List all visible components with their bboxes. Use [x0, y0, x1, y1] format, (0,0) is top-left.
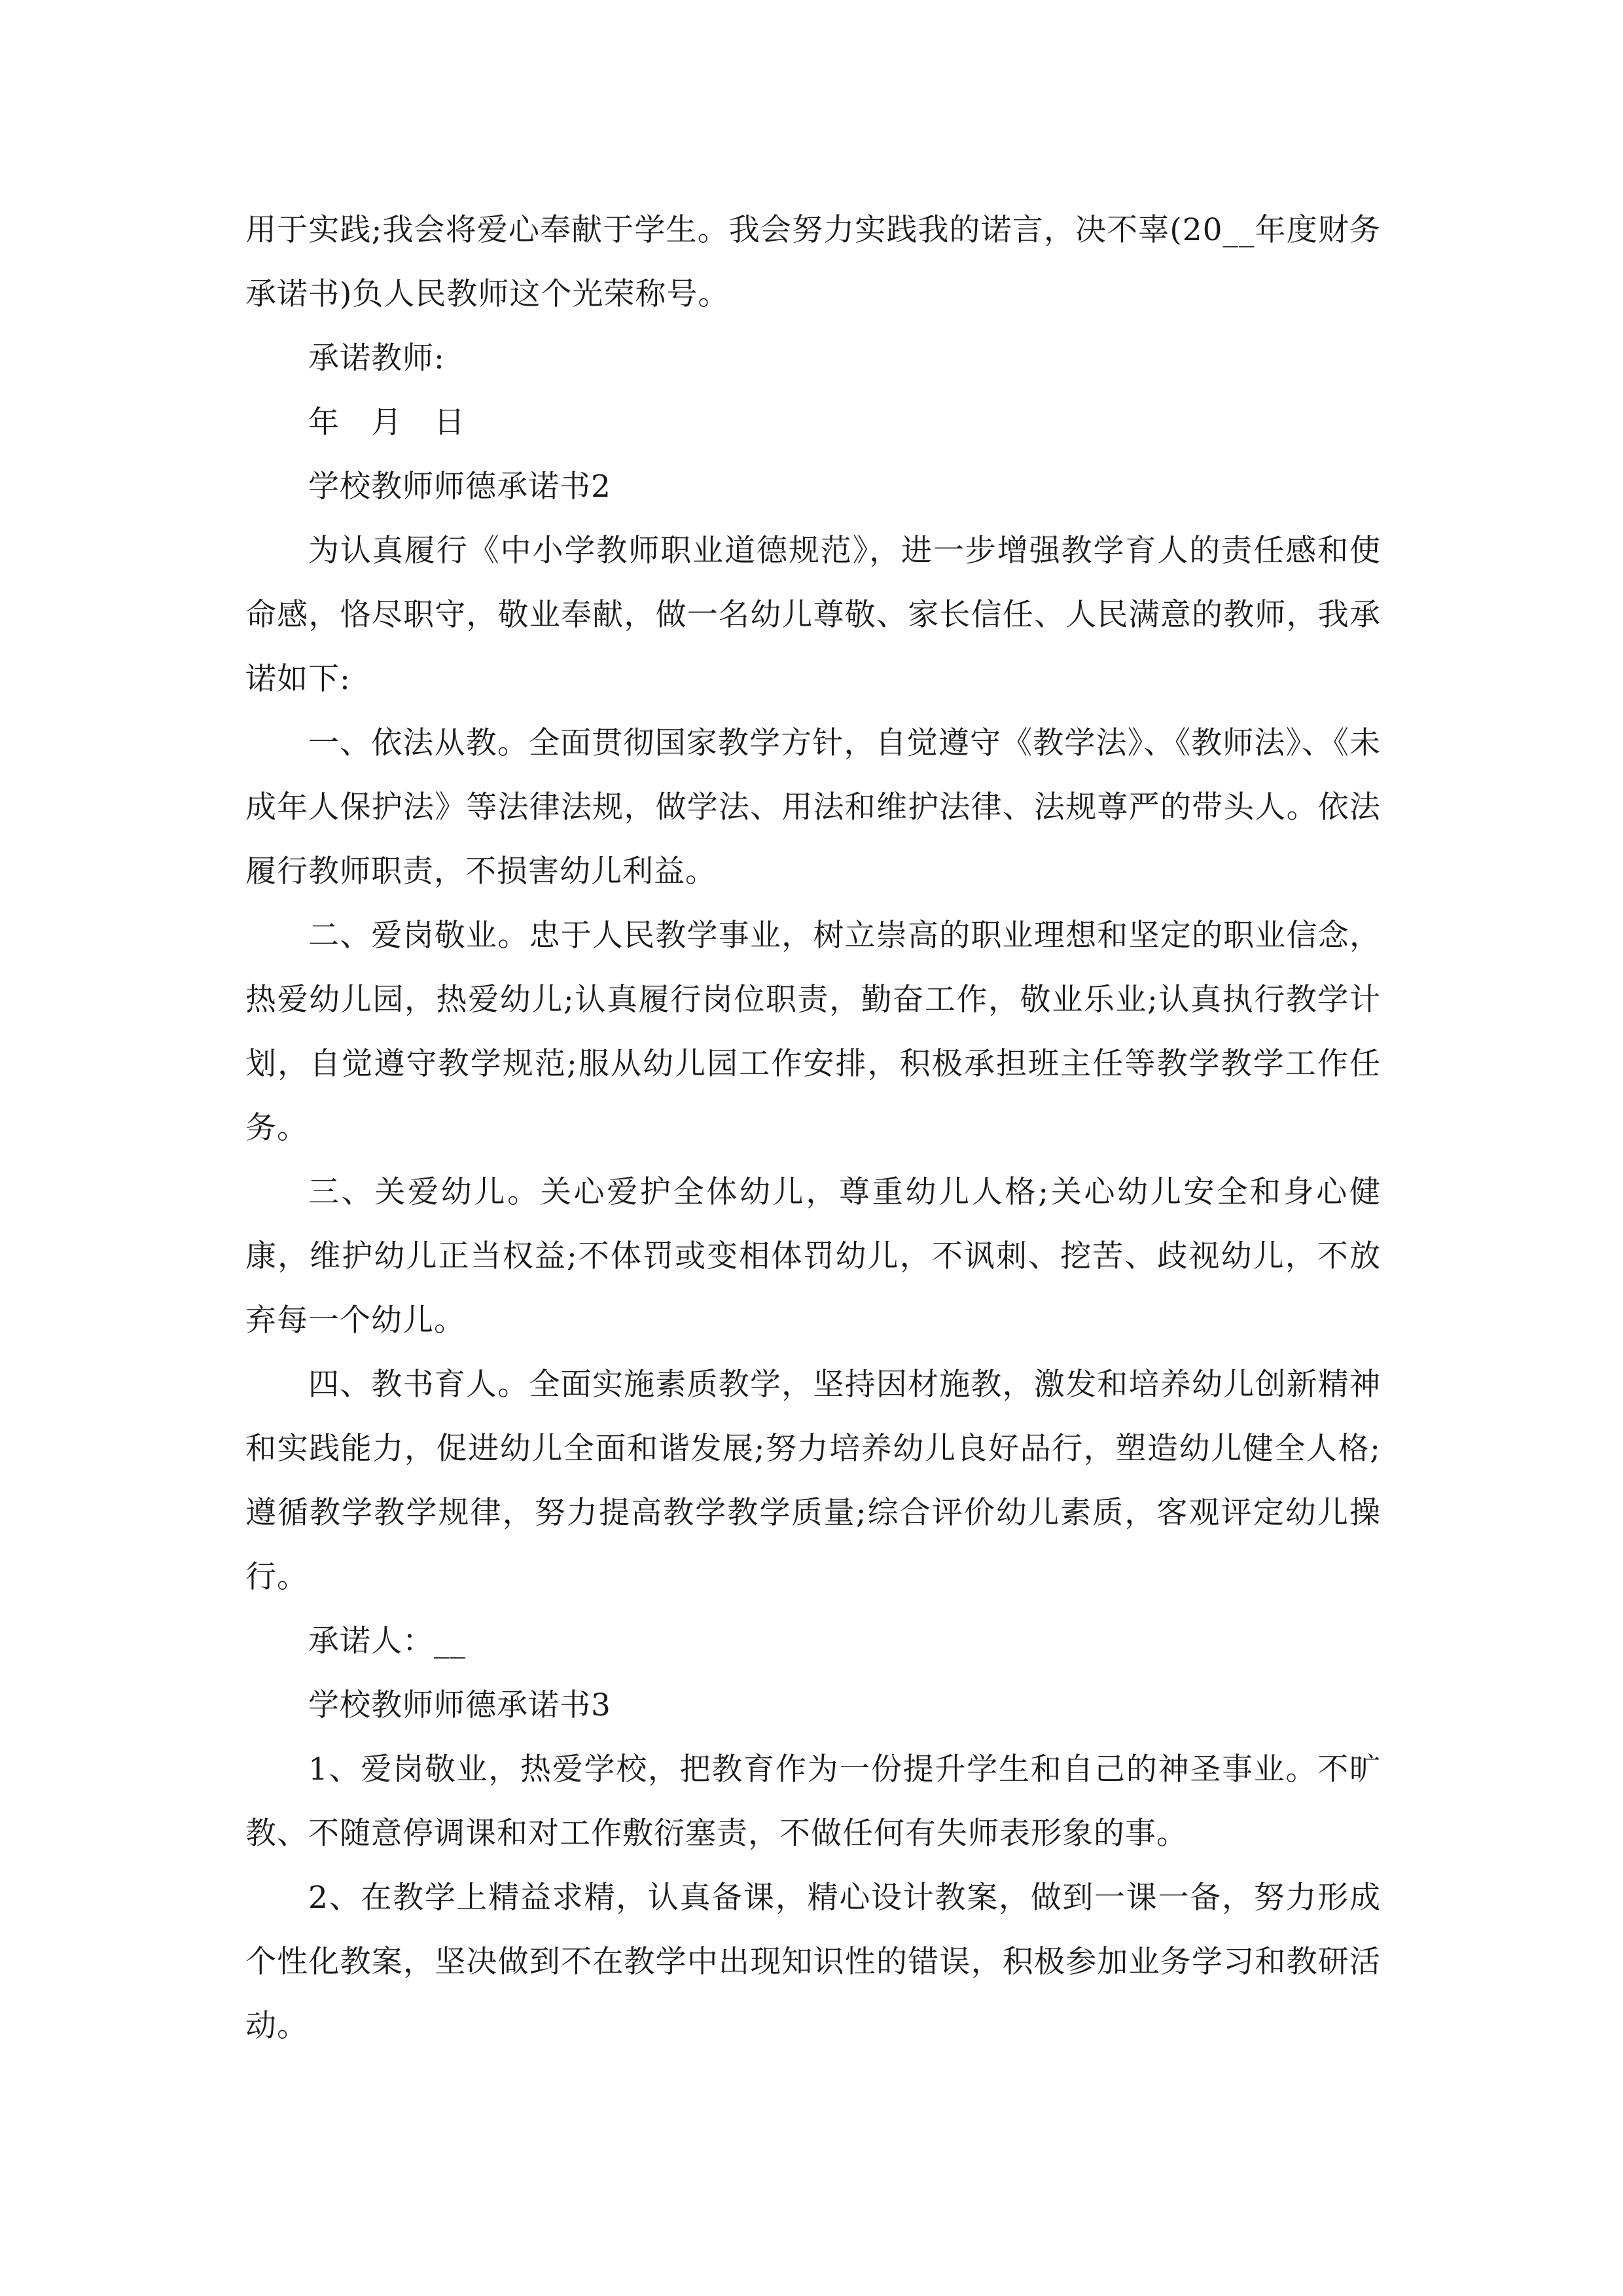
paragraph-intro: 为认真履行《中小学教师职业道德规范》，进一步增强教学育人的责任感和使命感，恪尽职守，敬业奉献，做一名幼儿尊敬、家长信任、人民满意的教师，我承诺如下: — [245, 533, 1381, 697]
section-title-3: 学校教师师德承诺书3 — [308, 1687, 611, 1723]
date-line: 年 月 日 — [308, 404, 465, 440]
paragraph-point-1: 1、爱岗敬业，热爱学校，把教育作为一份提升学生和自己的神圣事业。不旷教、不随意停调课和对工作敷衍塞责，不做任何有失师表形象的事。 — [245, 1751, 1381, 1852]
paragraph-item-1: 一、依法从教。全面贯彻国家教学方针，自觉遵守《教学法》、《教师法》、《未成年人保护法》等法律法规，做学法、用法和维护法律、法规尊严的带头人。依法履行教师职责，不损害幼儿利益。 — [245, 725, 1381, 889]
paragraph-item-2: 二、爱岗敬业。忠于人民教学事业，树立崇高的职业理想和坚定的职业信念，热爱幼儿园，热爱幼儿;认真履行岗位职责，勤奋工作，敬业乐业;认真执行教学计划，自觉遵守教学规范;服从幼儿园工作安排，积极承担班主任等教学教学工作任务。 — [245, 918, 1381, 1146]
paragraph-item-4: 四、教书育人。全面实施素质教学，坚持因材施教，激发和培养幼儿创新精神和实践能力，促进幼儿全面和谐发展;努力培养幼儿良好品行，塑造幼儿健全人格;遵循教学教学规律，努力提高教学教学质量;综合评价幼儿素质，客观评定幼儿操行。 — [245, 1367, 1381, 1595]
paragraph-continuation: 用于实践;我会将爱心奉献于学生。我会努力实践我的诺言，决不辜(20__年度财务承诺书)负人民教师这个光荣称号。 — [245, 212, 1381, 312]
signature-teacher-label: 承诺教师: — [308, 340, 445, 376]
document-body — [245, 198, 1381, 2058]
paragraph-item-3: 三、关爱幼儿。关心爱护全体幼儿，尊重幼儿人格;关心幼儿安全和身心健康，维护幼儿正当权益;不体罚或变相体罚幼儿，不讽刺、挖苦、歧视幼儿，不放弃每一个幼儿。 — [245, 1174, 1381, 1338]
paragraph-point-2: 2、在教学上精益求精，认真备课，精心设计教案，做到一课一备，努力形成个性化教案，坚决做到不在教学中出现知识性的错误，积极参加业务学习和教研活动。 — [245, 1880, 1381, 2044]
section-title-2: 学校教师师德承诺书2 — [308, 469, 611, 505]
signature-promisor-label: 承诺人：__ — [308, 1623, 466, 1659]
